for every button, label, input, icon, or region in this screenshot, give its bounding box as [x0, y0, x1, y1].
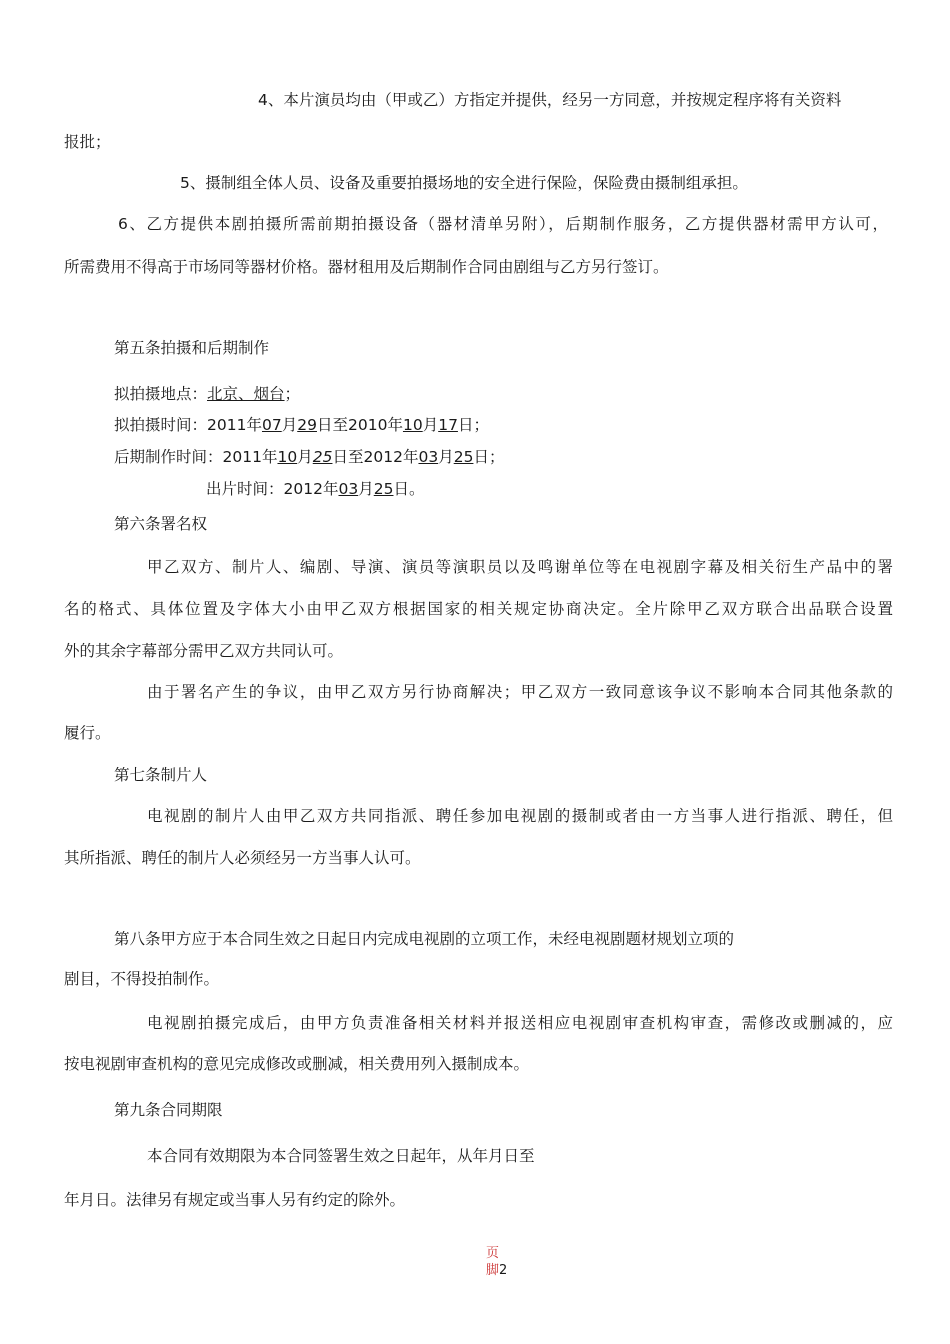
release-year: 2012: [283, 480, 323, 498]
post-end-year: 2012: [363, 448, 403, 466]
article-7-title: 第七条制片人: [114, 766, 208, 784]
month-char: 月: [358, 480, 374, 498]
post-end-day: 25: [453, 448, 474, 466]
month-char: 月: [281, 416, 298, 434]
item-5: 5、摄制组全体人员、设备及重要拍摄场地的安全进行保险，保险费由摄制组承担。: [180, 174, 748, 192]
article-6-p1-line-2: 名的格式、具体位置及字体大小由甲乙双方根据国家的相关规定协商决定。全片除甲乙双方联合出品联合设置: [64, 600, 893, 618]
day-end-text: 日；: [473, 448, 505, 466]
footer-label-2: [486, 1262, 507, 1279]
shoot-end-day: 17: [438, 416, 458, 434]
footer-label-2-text: 脚: [486, 1263, 500, 1278]
month-char: 月: [438, 448, 454, 466]
article-6-title: 第六条署名权: [114, 515, 208, 533]
shoot-location-value: 北京、烟台: [207, 385, 285, 403]
year-char: 年: [246, 416, 262, 434]
shoot-end-month: 10: [402, 416, 423, 434]
month-char: 月: [422, 416, 439, 434]
year-char: 年: [261, 448, 278, 466]
post-end-month: 03: [418, 448, 439, 466]
item-6-line-1: 6、乙方提供本剧拍摄所需前期拍摄设备（器材清单另附），后期制作服务，乙方提供器材需甲方认可，: [118, 215, 888, 233]
item-4-line-1: 4、本片演员均由（甲或乙）方指定并提供，经另一方同意，并按规定程序将有关资料: [258, 91, 842, 109]
article-9-line-2: 年月日。法律另有规定或当事人另有约定的除外。: [64, 1191, 406, 1209]
article-6-p2-line-1: 由于署名产生的争议，由甲乙双方另行协商解决；甲乙双方一致同意该争议不影响本合同其他条款的: [147, 683, 893, 701]
article-6-p1-line-3: 外的其余字幕部分需甲乙双方共同认可。: [64, 642, 344, 660]
shoot-start-day: 29: [297, 416, 317, 434]
day-end-text: 日。: [393, 480, 425, 498]
release-time-label: 出片时间：: [206, 480, 284, 498]
release-time-row: [206, 478, 424, 500]
article-6-p1-line-1: 甲乙双方、制片人、编剧、导演、演员等演职员以及鸣谢单位等在电视剧字幕及相关衍生产品中的署: [147, 558, 893, 576]
article-8-line-1: 第八条甲方应于本合同生效之日起日内完成电视剧的立项工作，未经电视剧题材规划立项的: [114, 930, 735, 948]
shoot-time-label: 拟拍摄时间：: [114, 416, 208, 434]
article-6-p2-line-2: 履行。: [64, 724, 111, 742]
year-char: 年: [402, 448, 419, 466]
day-end-text: 日；: [457, 416, 489, 434]
article-7-p1-line-2: 其所指派、聘任的制片人必须经另一方当事人认可。: [64, 849, 421, 867]
release-day: 25: [373, 480, 394, 498]
article-5-title: 第五条拍摄和后期制作: [114, 339, 270, 357]
month-char: 月: [297, 448, 313, 466]
day-to-text: 日至: [332, 448, 364, 466]
post-start-day: 25: [312, 448, 333, 466]
shoot-end-year: 2010: [347, 416, 388, 434]
post-start-month: 10: [277, 448, 298, 466]
day-to-text: 日至: [316, 416, 348, 434]
shoot-location-end: ；: [284, 385, 301, 403]
article-8-line-2: 剧目，不得投拍制作。: [64, 970, 220, 988]
post-time-label: 后期制作时间：: [114, 448, 223, 466]
article-7-p1-line-1: 电视剧的制片人由甲乙双方共同指派、聘任参加电视剧的摄制或者由一方当事人进行指派、聘任，但: [147, 807, 893, 825]
post-time-row: [114, 446, 504, 468]
year-char: 年: [387, 416, 403, 434]
shoot-time-row: [114, 414, 489, 436]
item-4-line-2: 报批；: [64, 133, 111, 151]
shoot-location-row: [114, 383, 300, 405]
shoot-start-year: 2011: [207, 416, 247, 434]
article-9-title: 第九条合同期限: [114, 1101, 223, 1119]
shoot-start-month: 07: [261, 416, 282, 434]
item-6-line-2: 所需费用不得高于市场同等器材价格。器材租用及后期制作合同由剧组与乙方另行签订。: [64, 258, 669, 276]
article-8-p2-line-1: 电视剧拍摄完成后，由甲方负责准备相关材料并报送相应电视剧审查机构审查，需修改或删减的，应: [147, 1014, 893, 1032]
article-8-p2-line-2: 按电视剧审查机构的意见完成修改或删减，相关费用列入摄制成本。: [64, 1055, 530, 1073]
release-month: 03: [338, 480, 359, 498]
footer-label-1: 页: [486, 1246, 500, 1261]
page-number: 2: [499, 1263, 508, 1278]
shoot-location-label: 拟拍摄地点：: [114, 385, 208, 403]
article-9-line-1: 本合同有效期限为本合同签署生效之日起年，从年月日至: [147, 1147, 535, 1165]
post-start-year: 2011: [222, 448, 262, 466]
year-char: 年: [322, 480, 339, 498]
